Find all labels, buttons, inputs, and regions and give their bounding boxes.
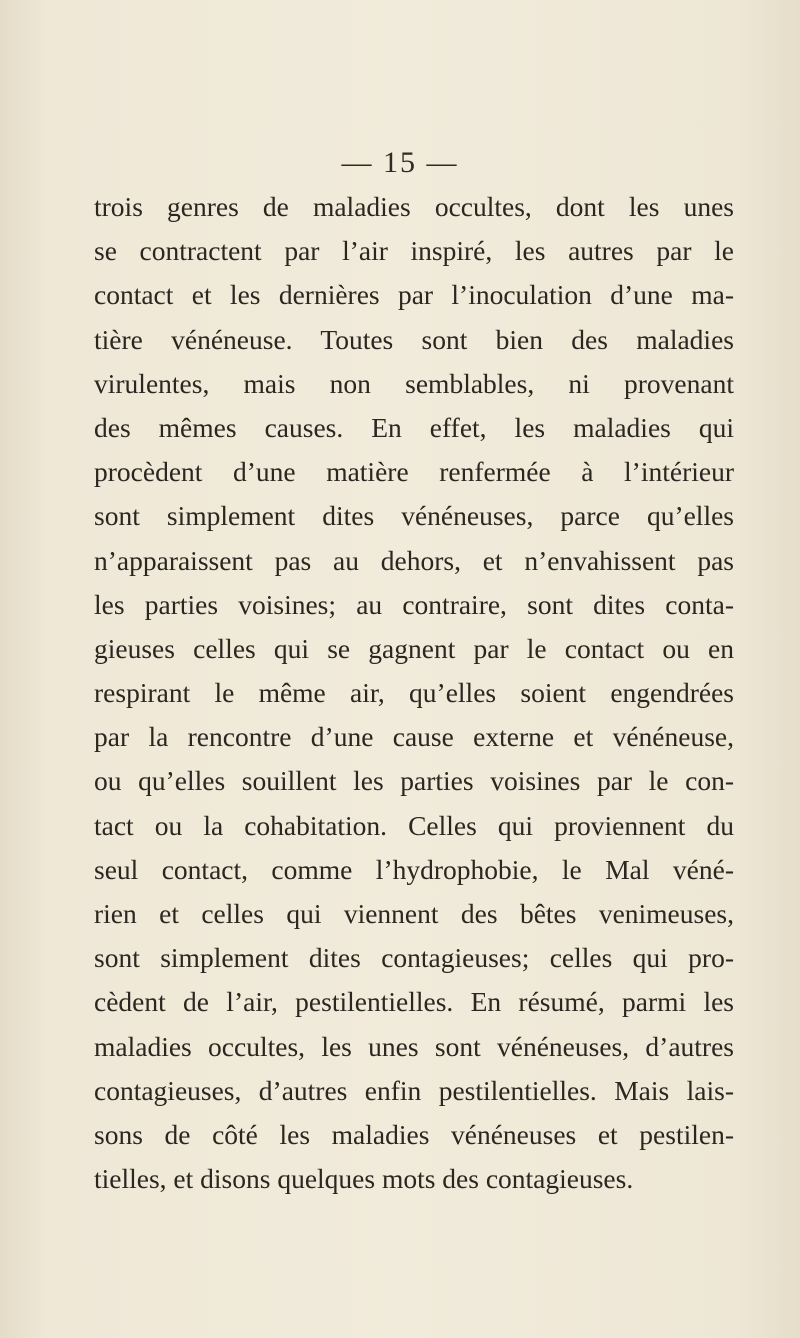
text-line: procèdent d’une matière renfermée à l’intérieur xyxy=(94,456,734,488)
page-number: — 15 — xyxy=(341,146,459,179)
text-line: sons de côté les maladies vénéneuses et pestilen- xyxy=(94,1118,734,1150)
text-line: des mêmes causes. En effet, les maladies qui xyxy=(94,411,734,443)
text-line: rien et celles qui viennent des bêtes venimeuses, xyxy=(94,898,734,929)
text-line: sont simplement dites contagieuses; celles qui pro- xyxy=(94,942,734,974)
text-line: tact ou la cohabitation. Celles qui proviennent du xyxy=(94,809,734,841)
text-line: tielles, et disons quelques mots des contagieuses. xyxy=(94,1163,634,1195)
text-line: contagieuses, d’autres enfin pestilentielles. Mais lais- xyxy=(94,1074,734,1106)
text-line: cèdent de l’air, pestilentielles. En résumé, parmi les xyxy=(94,986,734,1018)
text-line: n’apparaissent pas au dehors, et n’envahissent pas xyxy=(94,544,734,576)
text-line: les parties voisines; au contraire, sont dites conta- xyxy=(94,588,734,620)
text-line: trois genres de maladies occultes, dont les unes xyxy=(94,191,734,222)
text-line: contact et les dernières par l’inoculation d’une ma- xyxy=(94,279,734,311)
text-line: sont simplement dites vénéneuses, parce qu’elles xyxy=(94,500,734,532)
text-line: gieuses celles qui se gagnent par le contact ou en xyxy=(94,632,734,664)
text-line: ou qu’elles souillent les parties voisines par le con- xyxy=(94,765,734,797)
text-line: virulentes, mais non semblables, ni provenant xyxy=(94,367,734,399)
text-line: maladies occultes, les unes sont vénéneuses, d’autres xyxy=(94,1030,734,1062)
text-line: se contractent par l’air inspiré, les autres par le xyxy=(94,235,734,267)
text-line: tière vénéneuse. Toutes sont bien des maladies xyxy=(94,323,734,355)
body-text xyxy=(94,185,734,1201)
text-line: respirant le même air, qu’elles soient engendrées xyxy=(94,677,734,709)
text-line: par la rencontre d’une cause externe et vénéneuse, xyxy=(94,721,734,753)
text-line: seul contact, comme l’hydrophobie, le Mal véné- xyxy=(94,853,734,885)
